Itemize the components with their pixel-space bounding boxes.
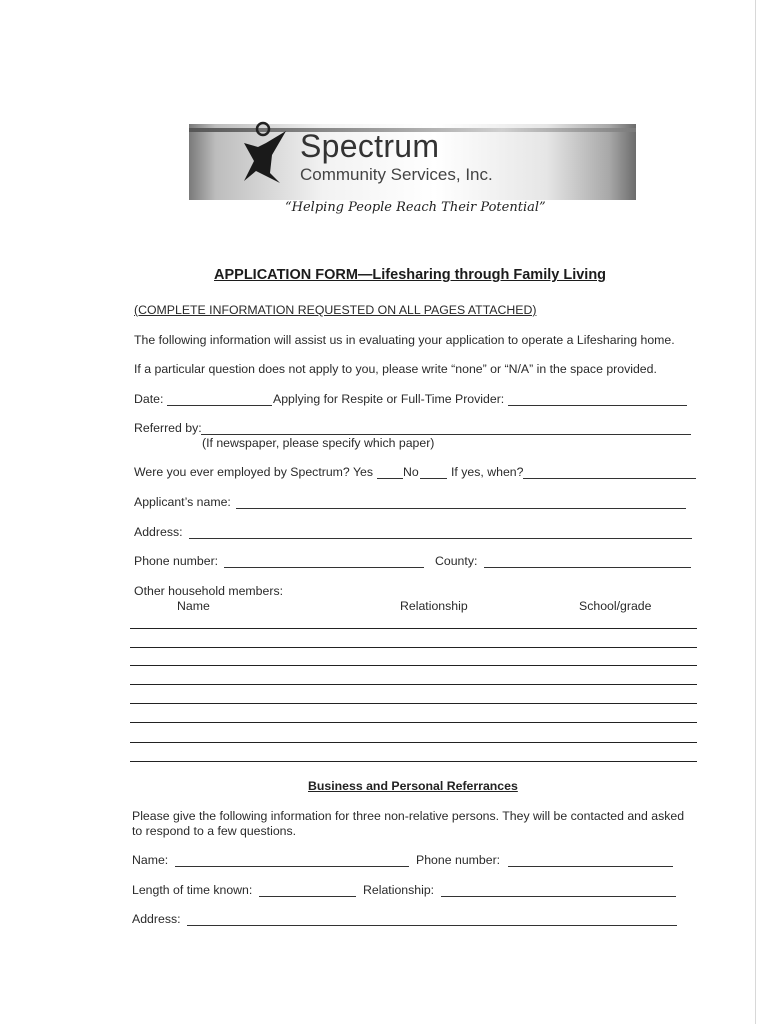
- page-edge: [755, 0, 756, 1024]
- household-label: Other household members:: [134, 584, 284, 598]
- references-heading: Business and Personal Referrances: [308, 779, 518, 793]
- reference-relationship-field[interactable]: [441, 896, 676, 897]
- reference-phone-label: Phone number:: [416, 853, 501, 867]
- household-row-line[interactable]: [130, 761, 697, 762]
- referred-hint: (If newspaper, please specify which paper): [202, 436, 435, 450]
- phone-label: Phone number:: [134, 554, 219, 568]
- reference-name-field[interactable]: [175, 866, 409, 867]
- household-row-line[interactable]: [130, 665, 697, 666]
- complete-note: (COMPLETE INFORMATION REQUESTED ON ALL PAGES ATTACHED): [134, 303, 537, 317]
- household-row-line[interactable]: [130, 703, 697, 704]
- employed-when-field[interactable]: [523, 478, 696, 479]
- reference-address-field[interactable]: [187, 925, 677, 926]
- logo-subtitle: Community Services, Inc.: [300, 165, 493, 184]
- employed-no-field[interactable]: [420, 478, 447, 479]
- references-instructions-line1: Please give the following information for three non-relative persons. They will be contacted and asked: [132, 809, 685, 823]
- date-label: Date:: [134, 392, 164, 406]
- no-label: No: [403, 465, 419, 479]
- county-label: County:: [435, 554, 478, 568]
- intro-text: The following information will assist us in evaluating your application to operate a Lifesharing home.: [134, 333, 675, 347]
- applicant-name-field[interactable]: [236, 508, 686, 509]
- provider-type-field[interactable]: [508, 405, 687, 406]
- address-field[interactable]: [189, 538, 692, 539]
- referred-field[interactable]: [201, 434, 691, 435]
- county-field[interactable]: [484, 567, 691, 568]
- reference-address-label: Address:: [132, 912, 181, 926]
- phone-field[interactable]: [224, 567, 424, 568]
- household-col-name: Name: [177, 599, 210, 613]
- na-note: If a particular question does not apply to you, please write “none” or “N/A” in the space provided.: [134, 362, 657, 376]
- reference-phone-field[interactable]: [508, 866, 673, 867]
- form-title: APPLICATION FORM—Lifesharing through Family Living: [214, 267, 607, 283]
- reference-relationship-label: Relationship:: [363, 883, 435, 897]
- reference-length-field[interactable]: [259, 896, 356, 897]
- applying-label: Applying for Respite or Full-Time Provider:: [273, 392, 505, 406]
- spectrum-figure-logo: [236, 121, 296, 187]
- employed-label: Were you ever employed by Spectrum? Yes: [134, 465, 374, 479]
- when-label: If yes, when?: [451, 465, 524, 479]
- household-row-line[interactable]: [130, 722, 697, 723]
- household-col-relationship: Relationship: [400, 599, 468, 613]
- employed-yes-field[interactable]: [377, 478, 403, 479]
- date-field[interactable]: [167, 405, 272, 406]
- logo-name: Spectrum: [300, 128, 440, 164]
- applicant-label: Applicant’s name:: [134, 495, 231, 509]
- referred-label: Referred by:: [134, 421, 202, 435]
- household-row-line[interactable]: [130, 742, 697, 743]
- household-row-line[interactable]: [130, 647, 697, 648]
- logo-tagline: “Helping People Reach Their Potential”: [285, 200, 546, 215]
- address-label: Address:: [134, 525, 183, 539]
- household-row-line[interactable]: [130, 628, 697, 629]
- household-row-line[interactable]: [130, 684, 697, 685]
- references-instructions-line2: to respond to a few questions.: [132, 824, 297, 838]
- household-col-school: School/grade: [579, 599, 652, 613]
- reference-length-label: Length of time known:: [132, 883, 253, 897]
- reference-name-label: Name:: [132, 853, 169, 867]
